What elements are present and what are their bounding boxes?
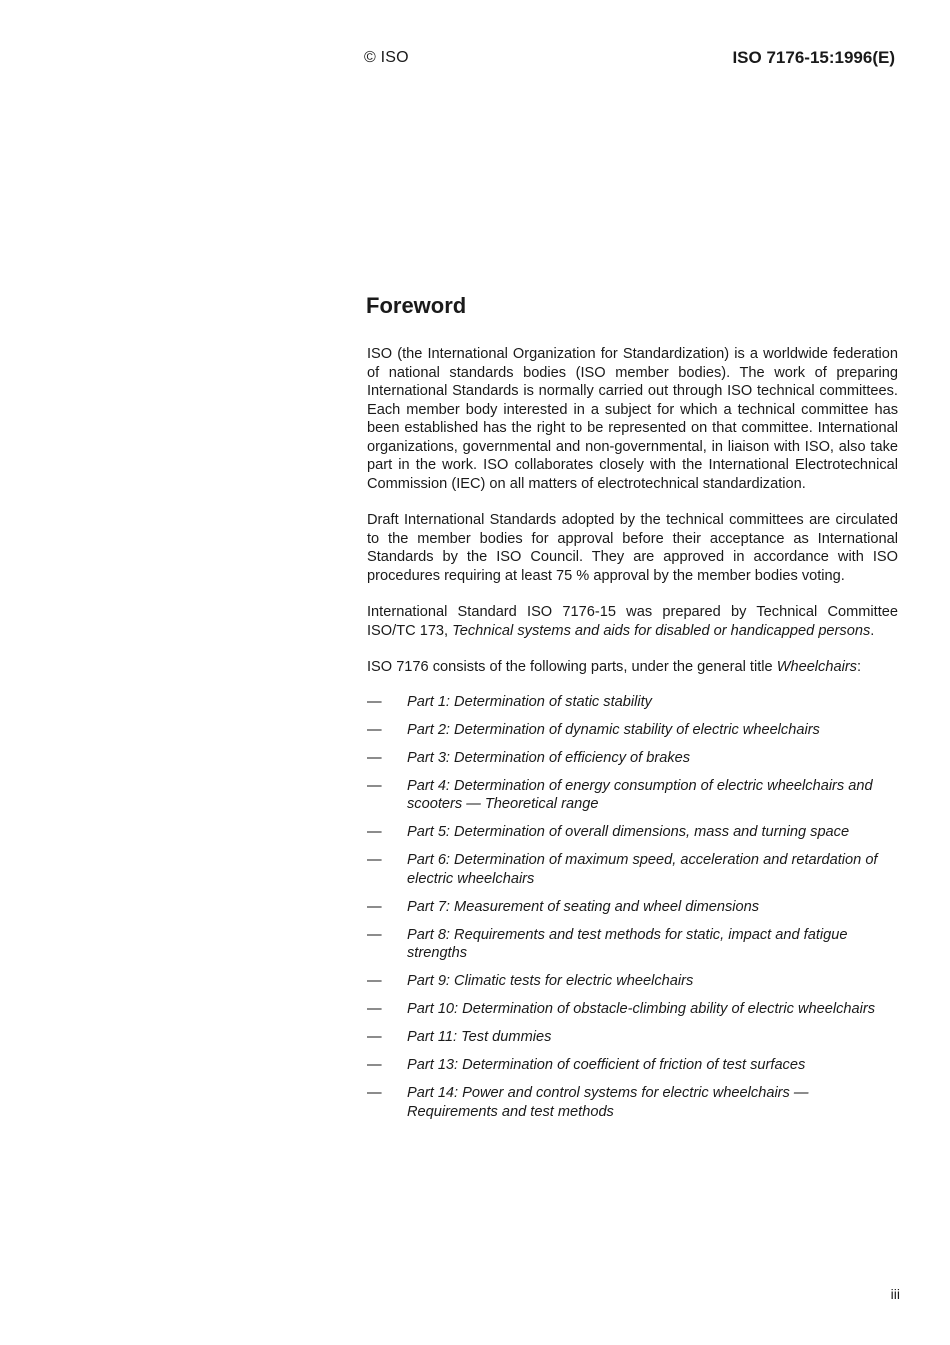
part-title: Part 11: Test dummies xyxy=(407,1029,552,1045)
list-dash: — xyxy=(367,693,382,710)
list-dash: — xyxy=(367,749,382,766)
part-title: Part 4: Determination of energy consumption of electric wheelchairs and scooters — Theoretical range xyxy=(407,777,873,812)
list-item xyxy=(367,693,898,712)
list-item xyxy=(367,898,898,917)
list-item xyxy=(367,721,898,740)
part-title: Part 2: Determination of dynamic stability of electric wheelchairs xyxy=(407,721,820,738)
committee-title: Technical systems and aids for disabled or handicapped persons xyxy=(452,622,871,639)
list-item xyxy=(367,1056,898,1075)
part-title: Part 13: Determination of coefficient of friction of test surfaces xyxy=(407,1057,806,1073)
part-title: Part 5: Determination of overall dimensions, mass and turning space xyxy=(407,824,850,840)
part-title: Part 3: Determination of efficiency of brakes xyxy=(407,749,691,766)
paragraph-prepared-by xyxy=(367,603,898,640)
paragraph-parts-intro xyxy=(367,658,898,677)
list-dash: — xyxy=(367,926,382,943)
part-title: Part 1: Determination of static stability xyxy=(407,693,652,710)
list-item xyxy=(367,1028,898,1047)
part-title: Part 9: Climatic tests for electric wheelchairs xyxy=(407,973,694,989)
document-id: ISO 7176-15:1996(E) xyxy=(732,48,895,67)
list-dash: — xyxy=(367,1001,382,1017)
list-dash: — xyxy=(367,777,382,794)
prepared-by-text: International Standard ISO 7176-15 was prepared by Technical Committee ISO/TC 173, xyxy=(367,604,898,639)
copyright-notice: © ISO xyxy=(364,49,409,66)
list-item xyxy=(367,777,898,814)
part-title: Part 6: Determination of maximum speed, acceleration and retardation of electric wheelchairs xyxy=(407,852,878,887)
list-item xyxy=(367,972,898,991)
list-dash: — xyxy=(367,721,382,738)
list-dash: — xyxy=(367,973,382,989)
page-number: iii xyxy=(890,1286,900,1302)
list-dash: — xyxy=(367,852,382,868)
general-title: Wheelchairs xyxy=(776,659,857,675)
parts-intro-end: : xyxy=(856,659,862,675)
list-dash: — xyxy=(367,1029,382,1045)
list-dash: — xyxy=(367,898,382,915)
part-title: Part 14: Power and control systems for electric wheelchairs — Requirements and test methods xyxy=(407,1085,809,1120)
part-title: Part 10: Determination of obstacle-climbing ability of electric wheelchairs xyxy=(407,1001,876,1017)
parts-intro-text: ISO 7176 consists of the following parts, under the general title xyxy=(367,659,777,675)
list-dash: — xyxy=(367,1085,382,1101)
parts-list xyxy=(367,693,898,1122)
list-item xyxy=(367,851,898,888)
part-title: Part 8: Requirements and test methods for static, impact and fatigue strengths xyxy=(407,926,848,961)
paragraph-draft-standards: Draft International Standards adopted by the technical committees are circulated to the member bodies for approval before their acceptance as International Standards by the ISO Council. They are approved in accordance with ISO procedures requiring at least 75 % approval by the member bodies voting. xyxy=(367,512,898,584)
prepared-by-end: . xyxy=(870,622,875,639)
paragraph-iso-description: ISO (the International Organization for Standardization) is a worldwide federation of national standards bodies (ISO member bodies). The work of preparing International Standards is normally carried out through ISO technical committees. Each member body interested in a subject for which a technical committee has been established has the right to be represented on that committee. International organizations, governmental and non-governmental, in liaison with ISO, also take part in the work. ISO collaborates closely with the International Electrotechnical Commission (IEC) on all matters of electrotechnical standardization. xyxy=(367,346,898,492)
list-dash: — xyxy=(367,1057,382,1073)
foreword-body xyxy=(367,345,898,1131)
list-item xyxy=(367,749,898,768)
list-item xyxy=(367,1084,898,1121)
list-dash: — xyxy=(367,824,382,840)
list-item xyxy=(367,926,898,963)
part-title: Part 7: Measurement of seating and wheel dimensions xyxy=(407,898,760,915)
list-item xyxy=(367,823,898,842)
list-item xyxy=(367,1000,898,1019)
page-title: Foreword xyxy=(366,293,467,318)
